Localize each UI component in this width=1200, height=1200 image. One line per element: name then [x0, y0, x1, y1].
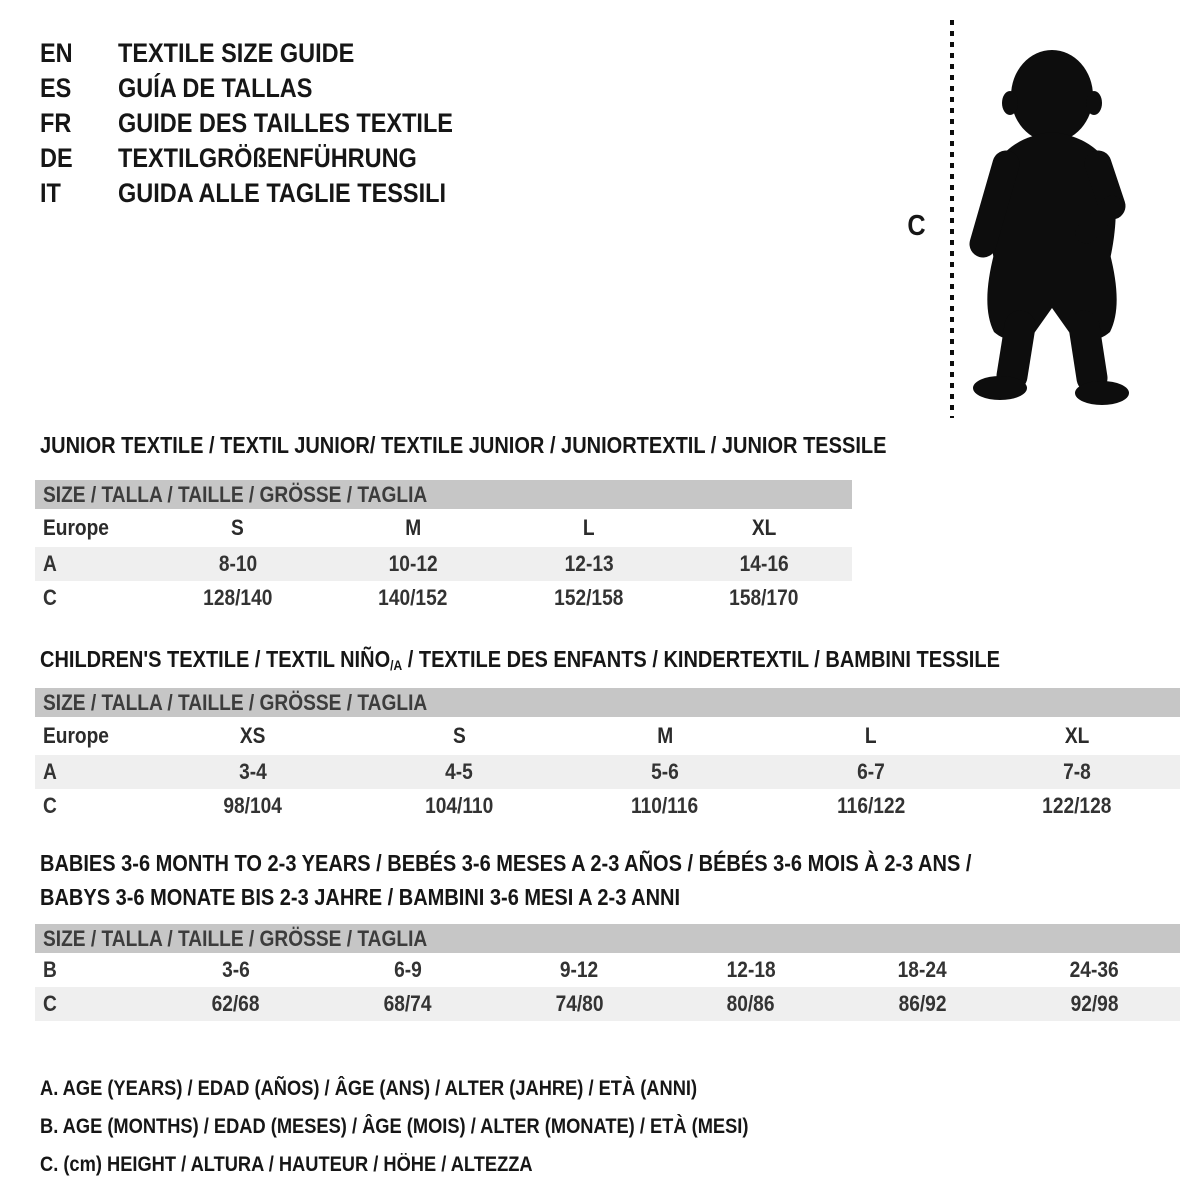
table-cell: 5-6	[651, 759, 679, 784]
table-cell: 104/110	[424, 793, 494, 818]
table-cell: L	[582, 515, 595, 540]
table-row	[35, 717, 1180, 755]
legend-line-c: C. (cm) HEIGHT / ALTURA / HAUTEUR / HÖHE / ALTEZZA	[40, 1153, 533, 1176]
table-cell: 122/128	[1042, 793, 1112, 818]
babies-size-table	[35, 924, 1180, 1021]
table-cell: 14-16	[739, 551, 789, 576]
table-row	[35, 509, 852, 547]
table-cell: 68/74	[383, 991, 432, 1016]
table-cell: M	[405, 515, 422, 540]
table-cell: L	[865, 723, 877, 748]
size-header-text: SIZE / TALLA / TAILLE / GRÖSSE / TAGLIA	[43, 689, 428, 715]
table-cell: 62/68	[211, 991, 260, 1016]
language-code: DE	[40, 143, 73, 173]
language-row	[40, 106, 503, 141]
table-cell: 3-4	[239, 759, 267, 784]
height-measure-label: C	[907, 210, 926, 242]
size-header-text: SIZE / TALLA / TAILLE / GRÖSSE / TAGLIA	[43, 481, 428, 507]
language-row	[40, 141, 503, 176]
toddler-silhouette	[956, 46, 1148, 418]
table-cell: 140/152	[378, 585, 448, 610]
row-label: C	[43, 793, 57, 818]
table-row	[35, 755, 1180, 789]
table-cell: 92/98	[1070, 991, 1119, 1016]
nino-a-subscript: /A	[390, 658, 403, 674]
table-cell: 116/122	[836, 793, 906, 818]
language-row	[40, 71, 503, 106]
junior-size-table	[35, 480, 852, 615]
language-row	[40, 176, 503, 211]
height-measure-dashed-line	[950, 20, 954, 418]
babies-section-title-line1: BABIES 3-6 MONTH TO 2-3 YEARS / BEBÉS 3-6 MESES A 2-3 AÑOS / BÉBÉS 3-6 MOIS À 2-3 ANS /	[40, 850, 972, 876]
table-cell: 12-18	[726, 957, 776, 982]
table-row	[35, 547, 852, 581]
table-cell: 4-5	[445, 759, 473, 784]
table-cell: S	[452, 723, 466, 748]
table-cell: 7-8	[1063, 759, 1091, 784]
table-cell: XL	[752, 515, 777, 540]
language-title: GUIDE DES TAILLES TEXTILE	[118, 108, 453, 138]
language-title-block	[40, 36, 503, 211]
junior-section-title: JUNIOR TEXTILE / TEXTIL JUNIOR/ TEXTILE JUNIOR / JUNIORTEXTIL / JUNIOR TESSILE	[40, 432, 887, 458]
table-cell: 152/158	[554, 585, 624, 610]
language-title: TEXTILGRÖßENFÜHRUNG	[118, 143, 417, 173]
table-cell: 9-12	[560, 957, 599, 982]
table-cell: 86/92	[898, 991, 947, 1016]
table-cell: S	[231, 515, 245, 540]
language-code: IT	[40, 178, 61, 208]
babies-section-title-line2: BABYS 3-6 MONATE BIS 2-3 JAHRE / BAMBINI 3-6 MESI A 2-3 ANNI	[40, 884, 681, 910]
size-header-text: SIZE / TALLA / TAILLE / GRÖSSE / TAGLIA	[43, 925, 428, 951]
size-header-bar	[35, 480, 852, 509]
children-section-title: CHILDREN'S TEXTILE / TEXTIL $NIÑO_{/A}$ / TEXTILE DES ENFANTS / KINDERTEXTIL / BAMBINI TESSILE	[40, 646, 1000, 674]
table-cell: 24-36	[1069, 957, 1119, 982]
measurement-legend	[40, 1070, 854, 1184]
legend-line-a: A. AGE (YEARS) / EDAD (AÑOS) / ÂGE (ANS) / ALTER (JAHRE) / ETÀ (ANNI)	[40, 1077, 698, 1100]
table-cell: 80/86	[726, 991, 775, 1016]
table-cell: 110/116	[631, 793, 699, 818]
table-row	[35, 789, 1180, 823]
table-cell: 6-9	[393, 957, 422, 982]
table-cell: 12-13	[564, 551, 614, 576]
size-header-bar	[35, 924, 1180, 953]
language-row	[40, 36, 503, 71]
table-cell: 74/80	[555, 991, 604, 1016]
table-row	[35, 581, 852, 615]
table-cell: 6-7	[857, 759, 885, 784]
table-row	[35, 987, 1180, 1021]
children-size-table	[35, 688, 1180, 823]
table-cell: XL	[1064, 723, 1090, 748]
table-row	[35, 953, 1180, 987]
row-label: B	[43, 957, 57, 982]
language-code: ES	[40, 73, 72, 103]
language-title: GUÍA DE TALLAS	[118, 73, 313, 103]
table-cell: 18-24	[898, 957, 947, 982]
row-label: Europe	[43, 515, 109, 540]
row-label: A	[43, 759, 57, 784]
row-label: A	[43, 551, 57, 576]
table-cell: 98/104	[223, 793, 283, 818]
table-cell: 158/170	[729, 585, 799, 610]
size-header-bar	[35, 688, 1180, 717]
table-cell: M	[657, 723, 673, 748]
table-cell: 8-10	[218, 551, 257, 576]
language-code: EN	[40, 38, 73, 68]
language-title: TEXTILE SIZE GUIDE	[118, 38, 355, 68]
row-label: C	[43, 585, 57, 610]
row-label: Europe	[43, 723, 109, 748]
legend-line-b: B. AGE (MONTHS) / EDAD (MESES) / ÂGE (MOIS) / ALTER (MONATE) / ETÀ (MESI)	[40, 1115, 749, 1138]
table-cell: 3-6	[222, 957, 250, 982]
table-cell: 10-12	[388, 551, 438, 576]
language-title: GUIDA ALLE TAGLIE TESSILI	[118, 178, 446, 208]
table-cell: XS	[240, 723, 266, 748]
row-label: C	[43, 991, 57, 1016]
table-cell: 128/140	[203, 585, 273, 610]
language-code: FR	[40, 108, 72, 138]
